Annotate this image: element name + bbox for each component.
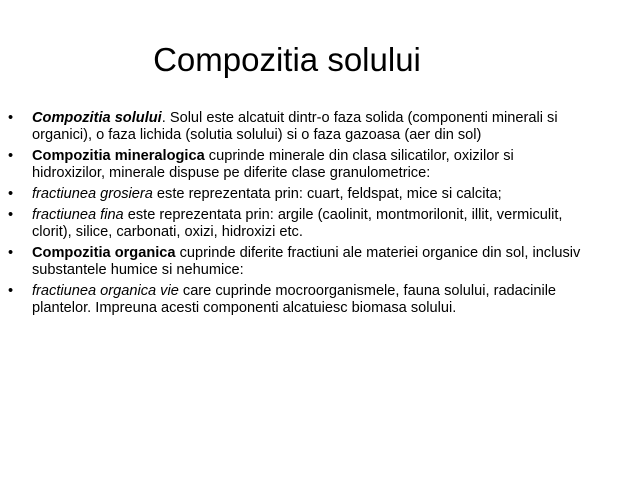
slide-title: Compozitia solului (153, 41, 421, 78)
bullet-lead-text: Compozitia mineralogica (32, 148, 205, 164)
bullet-lead-text: Compozitia organica (32, 245, 176, 261)
bullet-body-text: . Solul este alcatuit dintr-o faza solida (componenti minerali si organici), o faza lichida (solutia solului) si o faza gazoasa (aer din sol) (32, 110, 558, 143)
bullet-marker: • (8, 186, 14, 202)
bullet-marker: • (8, 283, 14, 299)
bullet-item (8, 283, 583, 317)
bullet-marker: • (8, 148, 14, 164)
bullet-lead-text: fractiunea grosiera (32, 186, 153, 202)
bullet-item (8, 186, 583, 203)
bullet-item (8, 207, 583, 241)
bullet-lead-text: fractiunea organica vie (32, 283, 179, 299)
bullet-marker: • (8, 110, 14, 126)
bullet-list (8, 110, 583, 321)
bullet-body-text: este reprezentata prin: argile (caolinit, montmorilonit, illit, vermiculit, clorit), silice, carbonati, oxizi, hidroxizi etc. (32, 207, 563, 240)
bullet-lead-text: Compozitia solului (32, 110, 162, 126)
bullet-item (8, 245, 583, 279)
bullet-body-text: cuprinde minerale din clasa silicatilor, oxizilor si hidroxizilor, minerale dispuse pe diferite clase granulometrice: (32, 148, 514, 181)
bullet-item (8, 148, 583, 182)
bullet-body-text: cuprinde diferite fractiuni ale materiei organice din sol, inclusiv substantele humice si nehumice: (32, 245, 581, 278)
bullet-item (8, 110, 583, 144)
bullet-marker: • (8, 207, 14, 223)
bullet-lead-text: fractiunea fina (32, 207, 124, 223)
bullet-body-text: este reprezentata prin: cuart, feldspat, mice si calcita; (152, 186, 502, 202)
bullet-body-text: care cuprinde mocroorganismele, fauna solului, radacinile plantelor. Impreuna acesti componenti alcatuiesc biomasa solului. (32, 283, 557, 316)
bullet-marker: • (8, 245, 14, 261)
